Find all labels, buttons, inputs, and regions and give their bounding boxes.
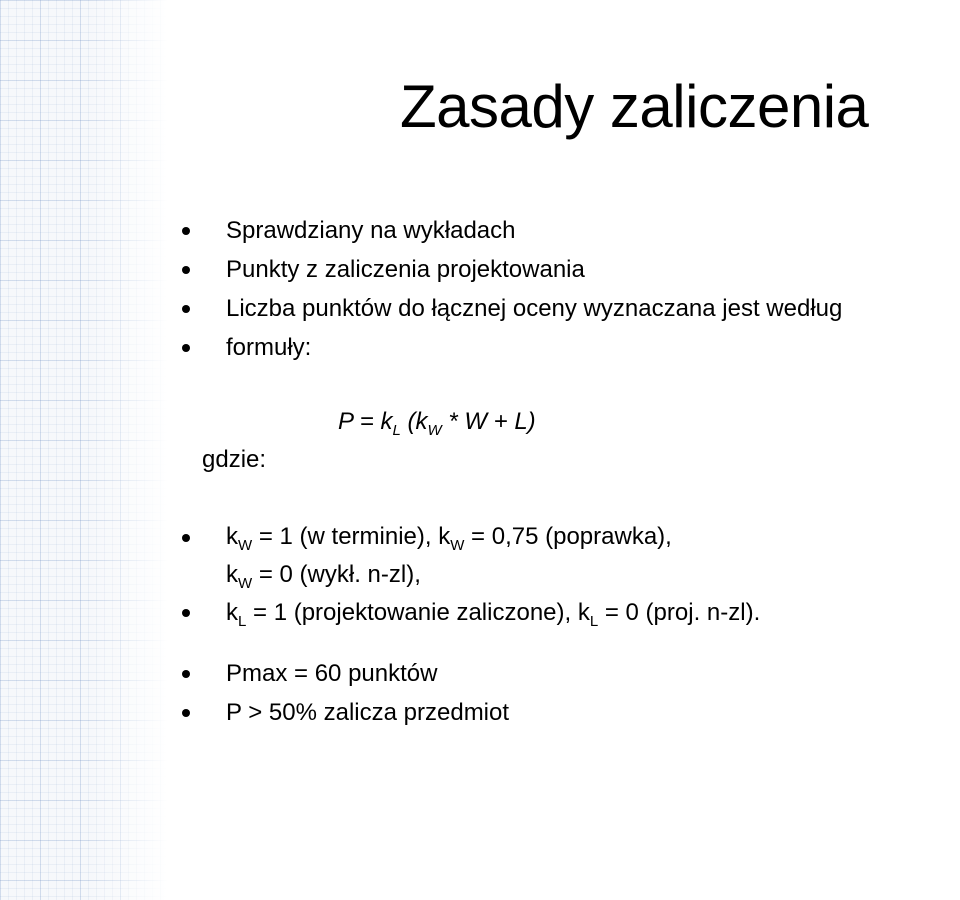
coef-sub: L — [589, 613, 599, 630]
coef-k: k — [226, 523, 238, 550]
bullet-dot — [182, 305, 190, 313]
coef-k: k — [226, 599, 238, 626]
bullet-dot — [182, 534, 190, 542]
bullet-dot — [182, 609, 190, 617]
formula-sub-w: W — [427, 422, 442, 439]
coef-sub: W — [238, 575, 253, 592]
coef-line-3 — [226, 598, 760, 637]
coef-line-2 — [226, 560, 421, 599]
coef-line-1 — [226, 522, 672, 561]
coef-text: = 1 (projektowanie zaliczone), k — [246, 599, 590, 626]
formula-sub-l: L — [392, 422, 401, 439]
where-label: gdzie: — [202, 446, 267, 473]
formula-rest: * W + L) — [441, 408, 536, 435]
coef-sub: W — [450, 537, 465, 554]
coef-k: k — [226, 561, 238, 588]
bullet-dot — [182, 344, 190, 352]
decorative-grid-background — [0, 0, 168, 900]
coef-sub: L — [238, 613, 247, 630]
coef-text: = 0 (proj. n-zl). — [598, 599, 761, 626]
bullet-dot — [182, 266, 190, 274]
bullet-item: P > 50% zalicza przedmiot — [226, 699, 510, 726]
bullet-item: Punkty z zaliczenia projektowania — [226, 256, 585, 283]
bullet-dot — [182, 709, 190, 717]
formula-p: P = k — [338, 408, 393, 435]
bullet-dot — [182, 670, 190, 678]
bullet-item: Pmax = 60 punktów — [226, 660, 438, 687]
grading-formula — [338, 408, 536, 439]
coef-text: = 0 (wykł. n-zl), — [252, 561, 421, 588]
slide-title: Zasady zaliczenia — [400, 73, 869, 140]
bullet-item: formuły: — [226, 334, 312, 361]
bullet-item: Sprawdziany na wykładach — [226, 217, 516, 244]
bullet-dot — [182, 227, 190, 235]
bullet-item: Liczba punktów do łącznej oceny wyznaczana jest według — [226, 295, 843, 322]
coef-sub: W — [238, 537, 253, 554]
coef-text: = 1 (w terminie), k — [252, 523, 451, 550]
coef-text: = 0,75 (poprawka), — [464, 523, 672, 550]
formula-paren: (k — [400, 408, 428, 435]
